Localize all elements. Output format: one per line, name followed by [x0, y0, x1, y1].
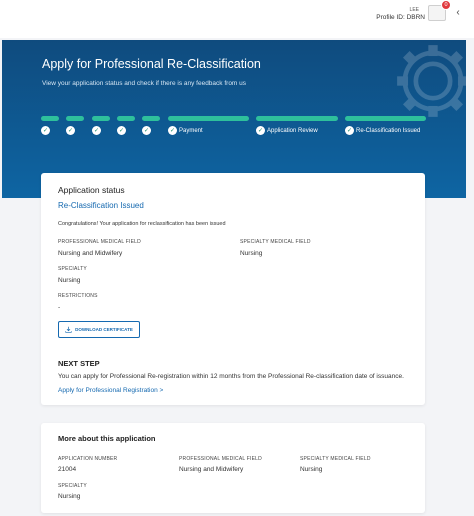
- specialty-medical-field-label: SPECIALTY MEDICAL FIELD: [240, 239, 311, 245]
- specialty-value: Nursing: [58, 277, 81, 284]
- specialty-medical-field-value: Nursing: [240, 250, 263, 257]
- professional-medical-field-label: PROFESSIONAL MEDICAL FIELD: [58, 239, 141, 245]
- step-label-issued: Re-Classification Issued: [356, 128, 421, 134]
- restrictions-value: -: [58, 304, 61, 311]
- progress-step-3: [92, 116, 110, 121]
- check-icon: ✓: [257, 128, 264, 134]
- step-label-review: Application Review: [267, 128, 318, 134]
- check-icon: ✓: [169, 128, 176, 134]
- page-title: Apply for Professional Re-Classification: [42, 57, 261, 71]
- application-number-value: 21004: [58, 466, 77, 473]
- next-step-heading: NEXT STEP: [58, 359, 100, 368]
- professional-medical-field-value: Nursing and Midwifery: [179, 466, 244, 473]
- progress-step-5: [142, 116, 160, 121]
- notification-badge[interactable]: 0: [441, 0, 451, 10]
- specialty-label: SPECIALTY: [58, 266, 87, 272]
- user-name: LEE: [409, 7, 419, 13]
- progress-step-4: [117, 116, 135, 121]
- professional-medical-field-label: PROFESSIONAL MEDICAL FIELD: [179, 456, 262, 462]
- progress-step-2: [66, 116, 84, 121]
- application-details-card: [41, 423, 425, 513]
- check-icon: ✓: [42, 128, 49, 134]
- application-status-card: [41, 173, 425, 405]
- specialty-value: Nursing: [58, 493, 81, 500]
- gear-icon: [394, 42, 466, 120]
- chevron-left-icon[interactable]: ‹: [456, 6, 460, 18]
- next-step-text: You can apply for Professional Re-registration within 12 months from the Professional Re-classification date of issuance.: [58, 373, 404, 380]
- step-label-payment: Payment: [179, 128, 203, 134]
- restrictions-label: RESTRICTIONS: [58, 293, 98, 299]
- specialty-label: SPECIALTY: [58, 483, 87, 489]
- application-number-label: APPLICATION NUMBER: [58, 456, 118, 462]
- progress-step-payment: [168, 116, 249, 121]
- apply-professional-registration-link[interactable]: Apply for Professional Registration >: [58, 387, 164, 394]
- check-icon: ✓: [118, 128, 125, 134]
- specialty-medical-field-label: SPECIALTY MEDICAL FIELD: [300, 456, 371, 462]
- top-bar: [0, 0, 474, 38]
- download-certificate-button[interactable]: [58, 321, 140, 338]
- specialty-medical-field-value: Nursing: [300, 466, 323, 473]
- download-certificate-label: DOWNLOAD CERTIFICATE: [75, 327, 133, 332]
- profile-id: Profile ID: DBRN: [376, 14, 425, 21]
- page-subtitle: View your application status and check if there is any feedback from us: [42, 80, 247, 87]
- check-icon: ✓: [346, 128, 353, 134]
- progress-step-review: [256, 116, 338, 121]
- status-message: Congratulations! Your application for reclassification has been issued: [58, 221, 226, 227]
- status-value: Re-Classification Issued: [58, 201, 144, 210]
- status-heading: Application status: [58, 185, 125, 195]
- check-icon: ✓: [93, 128, 100, 134]
- download-icon: [65, 326, 72, 333]
- progress-step-1: [41, 116, 59, 121]
- check-icon: ✓: [67, 128, 74, 134]
- professional-medical-field-value: Nursing and Midwifery: [58, 250, 123, 257]
- check-icon: ✓: [143, 128, 150, 134]
- progress-step-issued: [345, 116, 426, 121]
- details-heading: More about this application: [58, 434, 156, 443]
